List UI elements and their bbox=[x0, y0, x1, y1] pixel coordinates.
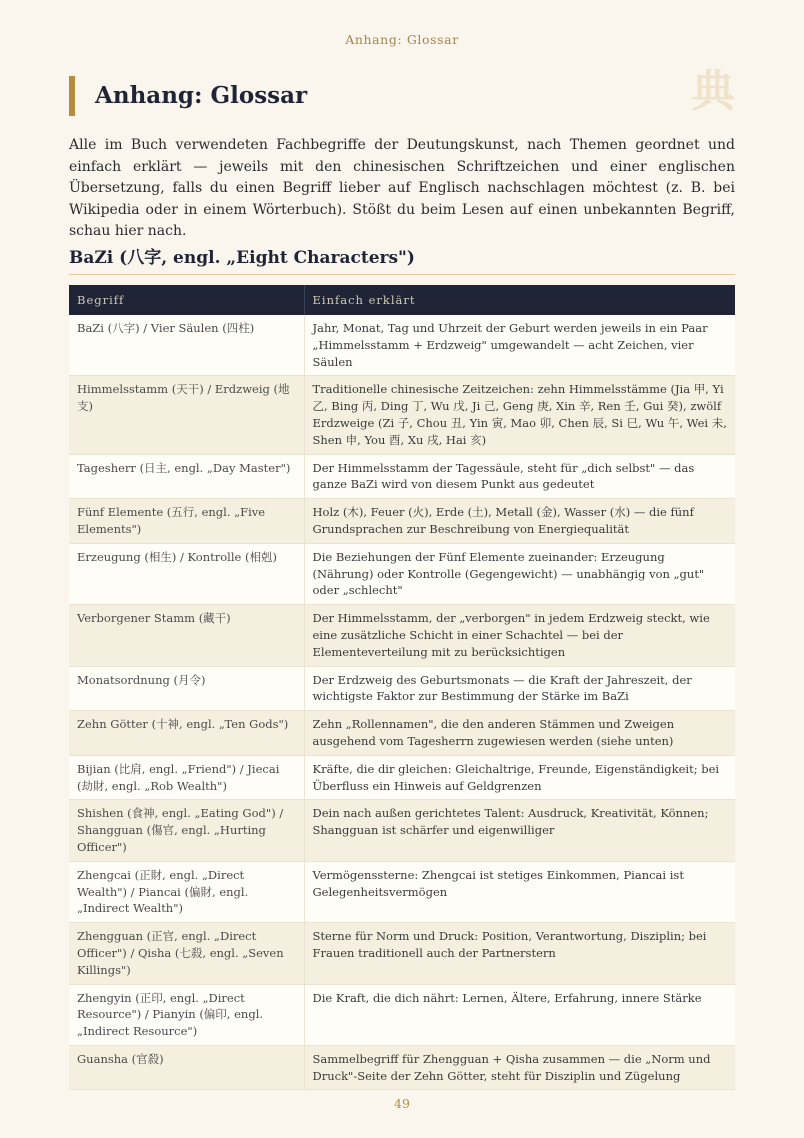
explanation-cell: Der Himmelsstamm, der „verborgen" in jedem Erdzweig steckt, wie eine zusätzliche Schicht in einer Schachtel — bei der Elementeverteilung mit zu berücksichtigen bbox=[304, 605, 735, 666]
term-cell: Bijian (比肩, engl. „Friend") / Jiecai (劫財, engl. „Rob Wealth") bbox=[69, 755, 304, 800]
table-row bbox=[69, 605, 735, 666]
table-row bbox=[69, 454, 735, 499]
term-cell: Monatsordnung (月令) bbox=[69, 666, 304, 711]
explanation-cell: Vermögenssterne: Zhengcai ist stetiges Einkommen, Piancai ist Gelegenheitsvermögen bbox=[304, 861, 735, 922]
term-cell: Zhengcai (正財, engl. „Direct Wealth") / Piancai (偏財, engl. „Indirect Wealth") bbox=[69, 861, 304, 922]
intro-paragraph: Alle im Buch verwendeten Fachbegriffe der Deutungskunst, nach Themen geordnet und einfach erklärt — jeweils mit den chinesischen Schriftzeichen und einer englischen Übersetzung, falls du einen Begriff lieber auf Englisch nachschlagen möchtest (z. B. bei Wikipedia oder in einem Wörterbuch). Stößt du beim Lesen auf einen unbekannten Begriff, schau hier nach. bbox=[69, 137, 735, 239]
term-cell: Verborgener Stamm (藏干) bbox=[69, 605, 304, 666]
table-row bbox=[69, 711, 735, 756]
table-row bbox=[69, 1045, 735, 1090]
explanation-cell: Traditionelle chinesische Zeitzeichen: zehn Himmelsstämme (Jia 甲, Yi 乙, Bing 丙, Ding 丁, Wu 戊, Ji 己, Geng 庚, Xin 辛, Ren 壬, Gui 癸), zwölf Erdzweige (Zi 子, Chou 丑, Yin 寅, Mao 卯, Chen 辰, Si 巳, Wu 午, Wei 未, Shen 申, You 酉, Xu 戌, Hai 亥) bbox=[304, 376, 735, 454]
title-row bbox=[69, 66, 735, 117]
glossary-table bbox=[69, 285, 735, 1090]
table-row bbox=[69, 800, 735, 861]
table-header-row bbox=[69, 285, 735, 315]
explanation-cell: Sterne für Norm und Druck: Position, Verantwortung, Disziplin; bei Frauen traditionell auch der Partnerstern bbox=[304, 923, 735, 984]
term-cell: Zhengyin (正印, engl. „Direct Resource") / Pianyin (偏印, engl. „Indirect Resource") bbox=[69, 984, 304, 1045]
table-row bbox=[69, 376, 735, 454]
page-number: 49 bbox=[394, 1096, 410, 1111]
explanation-cell: Sammelbegriff für Zhengguan + Qisha zusammen — die „Norm und Druck"-Seite der Zehn Götter, steht für Disziplin und Zügelung bbox=[304, 1045, 735, 1090]
table-row bbox=[69, 755, 735, 800]
running-header: Anhang: Glossar bbox=[345, 32, 459, 47]
section-title: BaZi (八字, engl. „Eight Characters") bbox=[69, 243, 735, 275]
term-cell: Fünf Elemente (五行, engl. „Five Elements") bbox=[69, 499, 304, 544]
term-cell: Shishen (食神, engl. „Eating God") / Shangguan (傷官, engl. „Hurting Officer") bbox=[69, 800, 304, 861]
term-cell: Erzeugung (相生) / Kontrolle (相剋) bbox=[69, 543, 304, 604]
column-header-explanation: Einfach erklärt bbox=[304, 285, 735, 315]
explanation-cell: Die Beziehungen der Fünf Elemente zueinander: Erzeugung (Nährung) oder Kontrolle (Gegengewicht) — unabhängig von „gut" oder „schlecht" bbox=[304, 543, 735, 604]
explanation-cell: Holz (木), Feuer (火), Erde (土), Metall (金), Wasser (水) — die fünf Grundsprachen zur Beschreibung von Energiequalität bbox=[304, 499, 735, 544]
explanation-cell: Dein nach außen gerichtetes Talent: Ausdruck, Kreativität, Können; Shangguan ist schärfer und eigenwilliger bbox=[304, 800, 735, 861]
explanation-cell: Die Kraft, die dich nährt: Lernen, Ältere, Erfahrung, innere Stärke bbox=[304, 984, 735, 1045]
table-row bbox=[69, 499, 735, 544]
table-row bbox=[69, 861, 735, 922]
title-accent-bar bbox=[69, 76, 75, 116]
column-header-term: Begriff bbox=[69, 285, 304, 315]
explanation-cell: Der Himmelsstamm der Tagessäule, steht für „dich selbst" — das ganze BaZi wird von diesem Punkt aus gedeutet bbox=[304, 454, 735, 499]
page-title: Anhang: Glossar bbox=[95, 82, 308, 109]
table-row bbox=[69, 315, 735, 376]
table-row bbox=[69, 984, 735, 1045]
explanation-cell: Jahr, Monat, Tag und Uhrzeit der Geburt werden jeweils in ein Paar „Himmelsstamm + Erdzweig" umgewandelt — acht Zeichen, vier Säulen bbox=[304, 315, 735, 376]
explanation-cell: Zehn „Rollennamen", die den anderen Stämmen und Zweigen ausgehend vom Tagesherrn zugewiesen werden (siehe unten) bbox=[304, 711, 735, 756]
term-cell: BaZi (八字) / Vier Säulen (四柱) bbox=[69, 315, 304, 376]
table-row bbox=[69, 543, 735, 604]
term-cell: Guansha (官殺) bbox=[69, 1045, 304, 1090]
table-row bbox=[69, 666, 735, 711]
table-row bbox=[69, 923, 735, 984]
term-cell: Zhengguan (正官, engl. „Direct Officer") / Qisha (七殺, engl. „Seven Killings") bbox=[69, 923, 304, 984]
term-cell: Himmelsstamm (天干) / Erdzweig (地支) bbox=[69, 376, 304, 454]
explanation-cell: Kräfte, die dir gleichen: Gleichaltrige, Freunde, Eigenständigkeit; bei Überfluss ein Hinweis auf Geldgrenzen bbox=[304, 755, 735, 800]
term-cell: Tagesherr (日主, engl. „Day Master") bbox=[69, 454, 304, 499]
watermark-glyph: 典 bbox=[691, 66, 735, 117]
explanation-cell: Der Erdzweig des Geburtsmonats — die Kraft der Jahreszeit, der wichtigste Faktor zur Bestimmung der Stärke im BaZi bbox=[304, 666, 735, 711]
term-cell: Zehn Götter (十神, engl. „Ten Gods") bbox=[69, 711, 304, 756]
